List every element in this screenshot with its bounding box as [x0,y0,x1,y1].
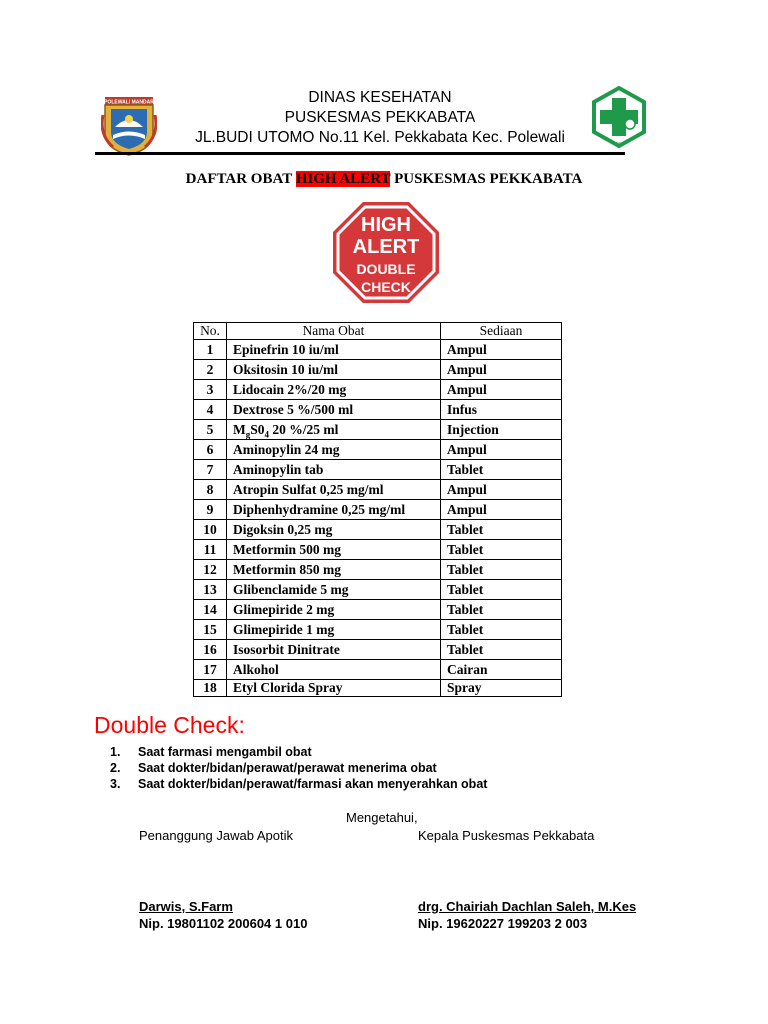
pharmacy-head-role: Penanggung Jawab Apotik [139,828,293,843]
list-text: Saat farmasi mengambil obat [138,745,312,759]
acknowledged-label: Mengetahui, [346,810,418,825]
cell-preparation: Infus [441,400,562,420]
document-title [140,171,628,188]
cell-no: 13 [194,580,227,600]
header-preparation: Sediaan [441,323,562,340]
cell-medicine-name: Diphenhydramine 0,25 mg/ml [227,500,441,520]
cell-medicine-name: Glimepiride 1 mg [227,620,441,640]
cell-medicine-name: Dextrose 5 %/500 ml [227,400,441,420]
cell-no: 5 [194,420,227,440]
cell-preparation: Tablet [441,560,562,580]
cell-preparation: Ampul [441,360,562,380]
cell-preparation: Ampul [441,380,562,400]
cell-no: 2 [194,360,227,380]
cell-medicine-name: Glimepiride 2 mg [227,600,441,620]
sign-high: HIGH [361,214,411,236]
cell-medicine-name: Metformin 850 mg [227,560,441,580]
cell-preparation: Cairan [441,660,562,680]
cell-medicine-name: Glibenclamide 5 mg [227,580,441,600]
sign-alert: ALERT [352,236,420,258]
list-number: 1. [110,745,121,759]
institution-address: JL.BUDI UTOMO No.11 Kel. Pekkabata Kec. Polewali [195,129,565,146]
title-prefix: DAFTAR OBAT [185,171,296,187]
cell-no: 9 [194,500,227,520]
table-row [194,340,562,360]
title-suffix: PUSKESMAS PEKKABATA [390,171,583,187]
list-text: Saat dokter/bidan/perawat/perawat menerima obat [138,761,437,775]
cell-medicine-name [227,420,441,440]
table-row [194,680,562,697]
cell-preparation: Tablet [441,520,562,540]
puskesmas-head-nip: Nip. 19620227 199203 2 003 [418,916,588,931]
polewali-mandar-emblem [101,95,157,157]
table-body [194,340,562,697]
institution-name: PUSKESMAS PEKKABATA [284,109,476,126]
letterhead [160,88,600,148]
table-row [194,560,562,580]
cell-no: 10 [194,520,227,540]
table-row [194,600,562,620]
sign-check: CHECK [361,279,411,295]
cell-preparation: Spray [441,680,562,697]
list-text: Saat dokter/bidan/perawat/farmasi akan menyerahkan obat [138,777,488,791]
table-header-row [194,323,562,340]
cell-preparation: Ampul [441,500,562,520]
table-row [194,400,562,420]
header-medicine-name: Nama Obat [227,323,441,340]
cell-no: 15 [194,620,227,640]
list-number: 2. [110,761,121,775]
cell-medicine-name: Alkohol [227,660,441,680]
puskesmas-head-name: drg. Chairiah Dachlan Saleh, M.Kes [418,899,637,914]
table-row [194,480,562,500]
cell-medicine-name: Isosorbit Dinitrate [227,640,441,660]
cell-no: 14 [194,600,227,620]
table-row [194,360,562,380]
cell-no: 18 [194,680,227,697]
cell-no: 6 [194,440,227,460]
emblem-text: POLEWALI MANDAR [104,99,154,106]
pharmacy-head-nip: Nip. 19801102 200604 1 010 [139,916,308,931]
table-row [194,640,562,660]
table-row [194,520,562,540]
pharmacy-head-name: Darwis, S.Farm [139,899,233,914]
cell-no: 8 [194,480,227,500]
name-part: g [245,429,251,440]
name-part: 20 %/25 ml [269,422,339,437]
cell-medicine-name: Metformin 500 mg [227,540,441,560]
cell-medicine-name: Lidocain 2%/20 mg [227,380,441,400]
cell-medicine-name: Etyl Clorida Spray [227,680,441,697]
table-row [194,500,562,520]
title-highlight: HIGH ALERT [295,171,391,187]
cell-no: 16 [194,640,227,660]
name-part: S0 [250,422,265,437]
letterhead-divider [95,152,625,155]
table-row [194,380,562,400]
name-part: 4 [264,429,270,440]
sign-double: DOUBLE [356,261,416,277]
cell-no: 1 [194,340,227,360]
list-item [110,776,487,792]
cell-preparation: Ampul [441,440,562,460]
cell-preparation: Ampul [441,340,562,360]
cell-medicine-name: Oksitosin 10 iu/ml [227,360,441,380]
cell-medicine-name: Aminopylin 24 mg [227,440,441,460]
high-alert-sign [331,200,441,305]
cell-medicine-name: Epinefrin 10 iu/ml [227,340,441,360]
cell-medicine-name: Aminopylin tab [227,460,441,480]
cell-preparation: Injection [441,420,562,440]
table-row [194,540,562,560]
list-number: 3. [110,777,121,791]
high-alert-medication-table [193,322,562,697]
cell-preparation: Ampul [441,480,562,500]
kemenkes-logo [588,86,650,148]
cell-preparation: Tablet [441,640,562,660]
cell-no: 17 [194,660,227,680]
cell-no: 11 [194,540,227,560]
cell-no: 7 [194,460,227,480]
list-item [110,760,487,776]
double-check-list [110,744,487,792]
table-row [194,620,562,640]
header-no: No. [194,323,227,340]
cell-preparation: Tablet [441,620,562,640]
cell-no: 4 [194,400,227,420]
cell-preparation: Tablet [441,600,562,620]
table-row [194,580,562,600]
name-part: M [233,422,246,437]
cell-preparation: Tablet [441,460,562,480]
cell-preparation: Tablet [441,540,562,560]
table-row [194,440,562,460]
cell-medicine-name: Atropin Sulfat 0,25 mg/ml [227,480,441,500]
cell-medicine-name: Digoksin 0,25 mg [227,520,441,540]
table-row [194,460,562,480]
cell-no: 3 [194,380,227,400]
list-item [110,744,487,760]
table-row [194,420,562,440]
cell-preparation: Tablet [441,580,562,600]
table-row [194,660,562,680]
kemenkes-text: KEMENKES [610,141,628,145]
double-check-heading: Double Check: [94,712,245,738]
office-name: DINAS KESEHATAN [308,89,452,106]
cell-no: 12 [194,560,227,580]
puskesmas-head-role: Kepala Puskesmas Pekkabata [418,828,595,843]
